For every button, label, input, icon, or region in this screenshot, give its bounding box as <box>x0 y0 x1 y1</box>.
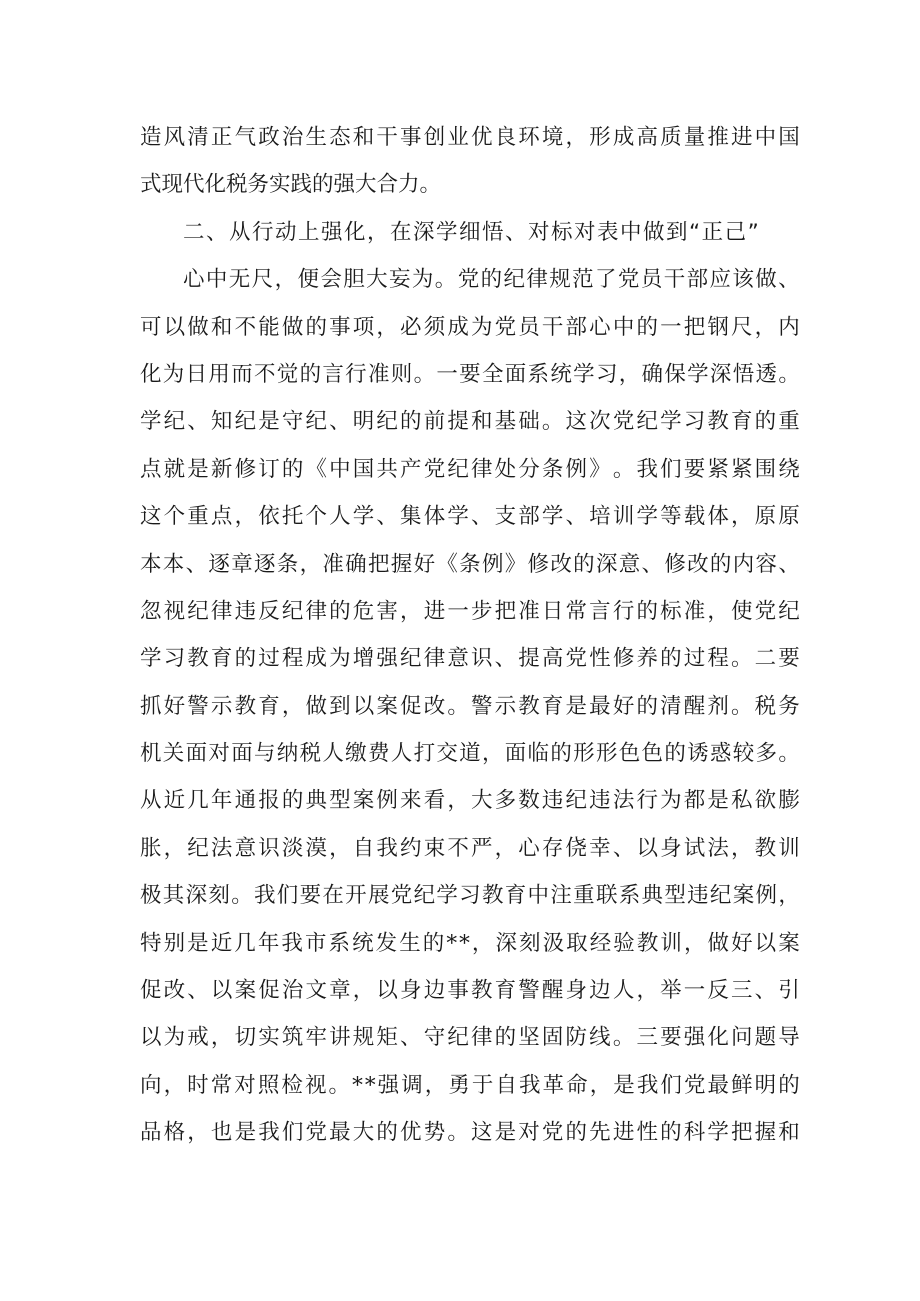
main-line-11: 机 关 面 对 面 与 纳 税 人 缴 费 人 打 交 道 ， 面 临 的 形 形 色 色 的 诱 惑 较 多 。 <box>140 741 800 767</box>
main-line-7: 本 本 、 逐 章 逐 条 ， 准 确 把 握 好 《 条 例 》 修 改 的 深 意 、 修 改 的 内 容 、 <box>140 551 800 577</box>
main-line-13: 胀 ， 纪 法 意 识 淡 漠 ， 自 我 约 束 不 严 ， 心 存 侥 幸 、 以 身 试 法 ， 教 训 <box>140 835 800 861</box>
main-line-18: 向 ， 时 常 对 照 检 视 。 * * 强 调 ， 勇 于 自 我 革 命 ， 是 我 们 党 最 鲜 明 的 <box>140 1072 800 1098</box>
main-line-17: 以 为 戒 ， 切 实 筑 牢 讲 规 矩 、 守 纪 律 的 坚 固 防 线 。 三 要 强 化 问 题 导 <box>140 1025 800 1051</box>
main-line-9: 学 习 教 育 的 过 程 成 为 增 强 纪 律 意 识 、 提 高 党 性 修 养 的 过 程 。 二 要 <box>140 646 800 672</box>
main-line-5: 点 就 是 新 修 订 的 《 中 国 共 产 党 纪 律 处 分 条 例 》 。 我 们 要 紧 紧 围 绕 <box>140 456 800 482</box>
document-body <box>140 114 800 1157</box>
main-line-4: 学 纪 、 知 纪 是 守 纪 、 明 纪 的 前 提 和 基 础 。 这 次 党 纪 学 习 教 育 的 重 <box>140 409 800 435</box>
intro-line-1: 造 风 清 正 气 政 治 生 态 和 干 事 创 业 优 良 环 境 ， 形 成 高 质 量 推 进 中 国 <box>140 125 800 150</box>
main-line-1: 心 中 无 尺 ， 便 会 胆 大 妄 为 。 党 的 纪 律 规 范 了 党 员 干 部 应 该 做 、 <box>183 267 800 293</box>
main-line-6: 这 个 重 点 ， 依 托 个 人 学 、 集 体 学 、 支 部 学 、 培 训 学 等 载 体 ， 原 原 <box>140 504 800 530</box>
main-line-10: 抓 好 警 示 教 育 ， 做 到 以 案 促 改 。 警 示 教 育 是 最 好 的 清 醒 剂 。 税 务 <box>140 693 800 719</box>
main-line-15: 特 别 是 近 几 年 我 市 系 统 发 生 的 * * ， 深 刻 汲 取 经 验 教 训 ， 做 好 以 案 <box>140 930 800 956</box>
main-line-3: 化 为 日 用 而 不 觉 的 言 行 准 则 。 一 要 全 面 系 统 学 习 ， 确 保 学 深 悟 透 。 <box>140 361 800 387</box>
main-line-14: 极 其 深 刻 。 我 们 要 在 开 展 党 纪 学 习 教 育 中 注 重 联 系 典 型 违 纪 案 例 ， <box>140 883 800 909</box>
main-line-19: 品 格 ， 也 是 我 们 党 最 大 的 优 势 。 这 是 对 党 的 先 进 性 的 科 学 把 握 和 <box>140 1120 800 1146</box>
main-line-12: 从 近 几 年 通 报 的 典 型 案 例 来 看 ， 大 多 数 违 纪 违 法 行 为 都 是 私 欲 膨 <box>140 788 800 814</box>
main-line-16: 促 改 、 以 案 促 治 文 章 ， 以 身 边 事 教 育 警 醒 身 边 人 ， 举 一 反 三 、 引 <box>140 978 800 1004</box>
intro-line-2: 式现代化税务实践的强大合力。 <box>140 172 442 198</box>
section-heading: 二、从行动上强化，在深学细悟、对标对表中做到“正己” <box>183 219 761 245</box>
main-line-8: 忽 视 纪 律 违 反 纪 律 的 危 害 ， 进 一 步 把 准 日 常 言 行 的 标 准 ， 使 党 纪 <box>140 598 800 624</box>
main-line-2: 可 以 做 和 不 能 做 的 事 项 ， 必 须 成 为 党 员 干 部 心 中 的 一 把 钢 尺 ， 内 <box>140 314 800 340</box>
